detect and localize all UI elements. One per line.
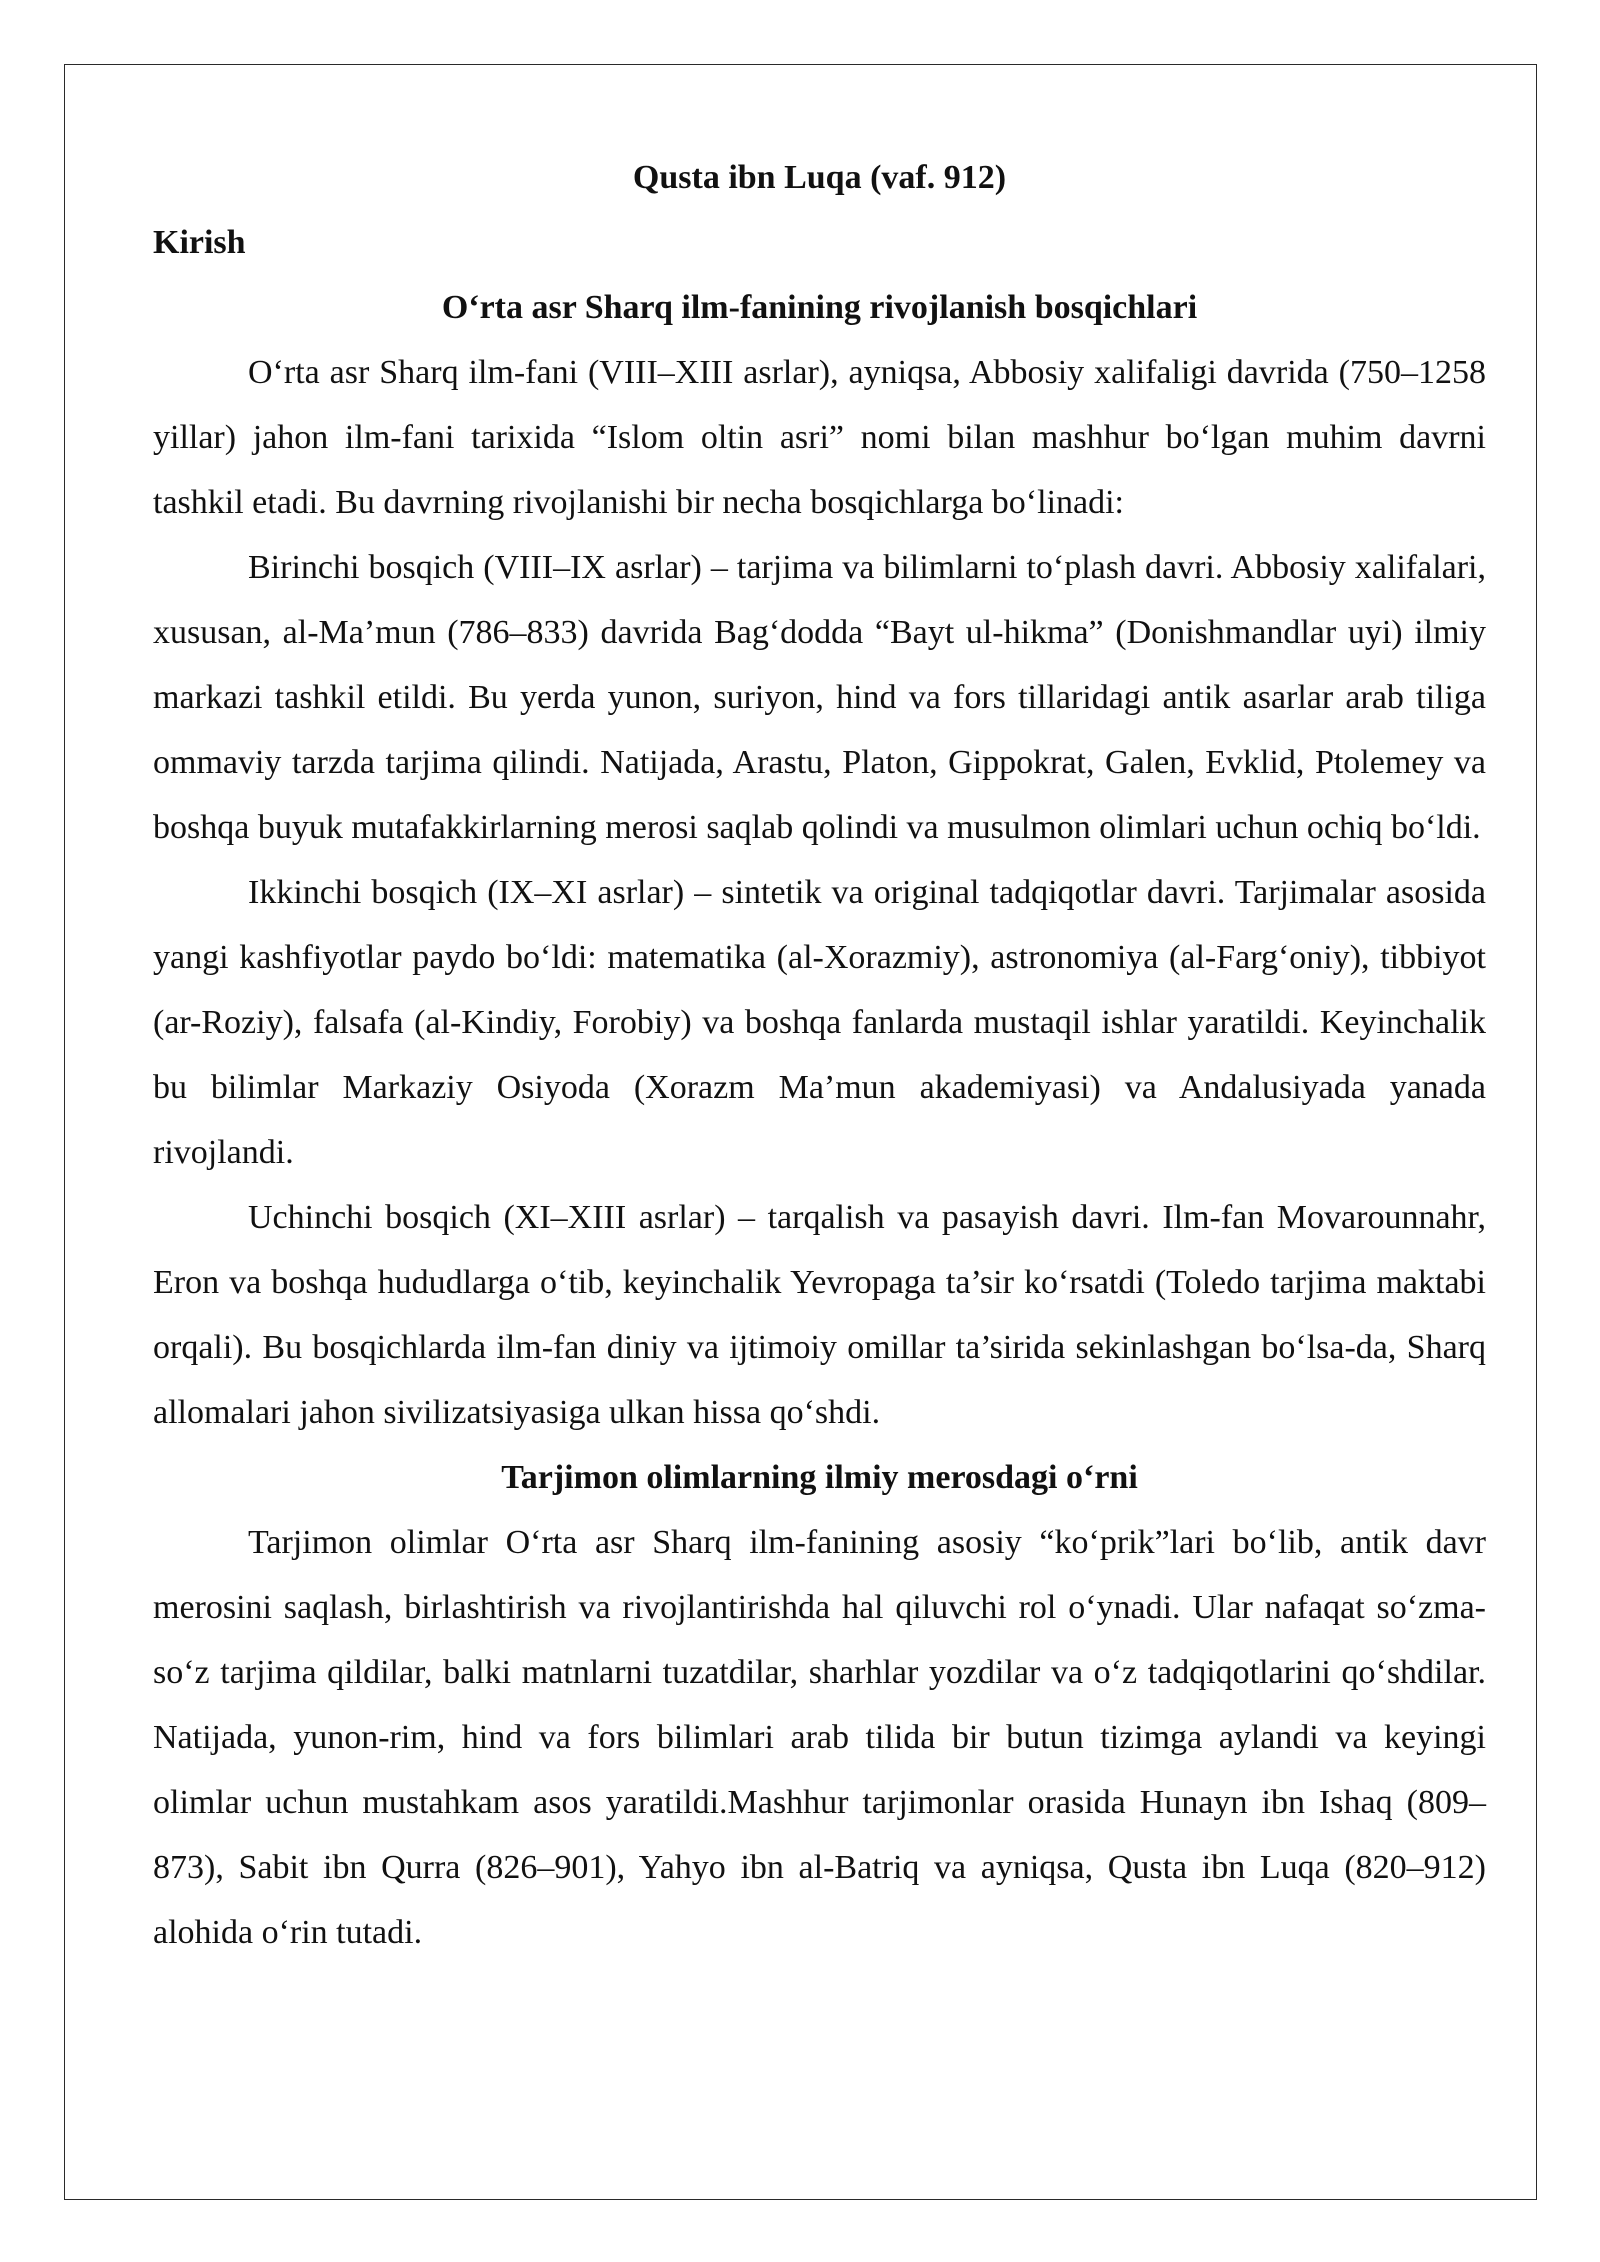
document-body <box>153 145 1486 1965</box>
paragraph-overview: O‘rta asr Sharq ilm-fani (VIII–XIII asrlar), ayniqsa, Abbosiy xalifaligi davrida (750–1258 yillar) jahon ilm-fani tarixida “Islom oltin asri” nomi bilan mashhur bo‘lgan muhim davrni tashkil etadi. Bu davrning rivojlanishi bir necha bosqichlarga bo‘linadi: <box>153 354 1486 521</box>
paragraph-third-stage: Uchinchi bosqich (XI–XIII asrlar) – tarqalish va pasayish davri. Ilm-fan Movarounnahr, Eron va boshqa hududlarga o‘tib, keyinchalik Yevropaga ta’sir ko‘rsatdi (Toledo tarjima maktabi orqali). Bu bosqichlarda ilm-fan diniy va ijtimoiy omillar ta’sirida sekinlashgan bo‘lsa-da, Sharq allomalari jahon sivilizatsiyasiga ulkan hissa qo‘shdi. <box>153 1199 1486 1431</box>
section-label-introduction: Kirish <box>153 224 246 261</box>
paragraph-translators: Tarjimon olimlar O‘rta asr Sharq ilm-fanining asosiy “ko‘prik”lari bo‘lib, antik davr merosini saqlash, birlashtirish va rivojlantirishda hal qiluvchi rol o‘ynadi. Ular nafaqat so‘zma-so‘z tarjima qildilar, balki matnlarni tuzatdilar, sharhlar yozdilar va o‘z tadqiqotlarini qo‘shdilar. Natijada, yunon-rim, hind va fors bilimlari arab tilida bir butun tizimga aylandi va keyingi olimlar uchun mustahkam asos yaratildi.Mashhur tarjimonlar orasida Hunayn ibn Ishaq (809–873), Sabit ibn Qurra (826–901), Yahyo ibn al-Batriq va ayniqsa, Qusta ibn Luqa (820–912) alohida o‘rin tutadi. <box>153 1524 1486 1951</box>
section-heading-development-stages: O‘rta asr Sharq ilm-fanining rivojlanish bosqichlari <box>441 289 1198 326</box>
paragraph-second-stage: Ikkinchi bosqich (IX–XI asrlar) – sintetik va original tadqiqotlar davri. Tarjimalar asosida yangi kashfiyotlar paydo bo‘ldi: matematika (al-Xorazmiy), astronomiya (al-Farg‘oniy), tibbiyot (ar-Roziy), falsafa (al-Kindiy, Forobiy) va boshqa fanlarda mustaqil ishlar yaratildi. Keyinchalik bu bilimlar Markaziy Osiyoda (Xorazm Ma’mun akademiyasi) va Andalusiyada yanada rivojlandi. <box>153 874 1486 1171</box>
paragraph-first-stage: Birinchi bosqich (VIII–IX asrlar) – tarjima va bilimlarni to‘plash davri. Abbosiy xalifalari, xususan, al-Ma’mun (786–833) davrida Bag‘dodda “Bayt ul-hikma” (Donishmandlar uyi) ilmiy markazi tashkil etildi. Bu yerda yunon, suriyon, hind va fors tillaridagi antik asarlar arab tiliga ommaviy tarzda tarjima qilindi. Natijada, Arastu, Platon, Gippokrat, Galen, Evklid, Ptolemey va boshqa buyuk mutafakkirlarning merosi saqlab qolindi va musulmon olimlari uchun ochiq bo‘ldi. <box>153 549 1486 846</box>
document-title: Qusta ibn Luqa (vaf. 912) <box>632 159 1007 196</box>
section-heading-translators-role: Tarjimon olimlarning ilmiy merosdagi o‘rni <box>501 1459 1138 1496</box>
